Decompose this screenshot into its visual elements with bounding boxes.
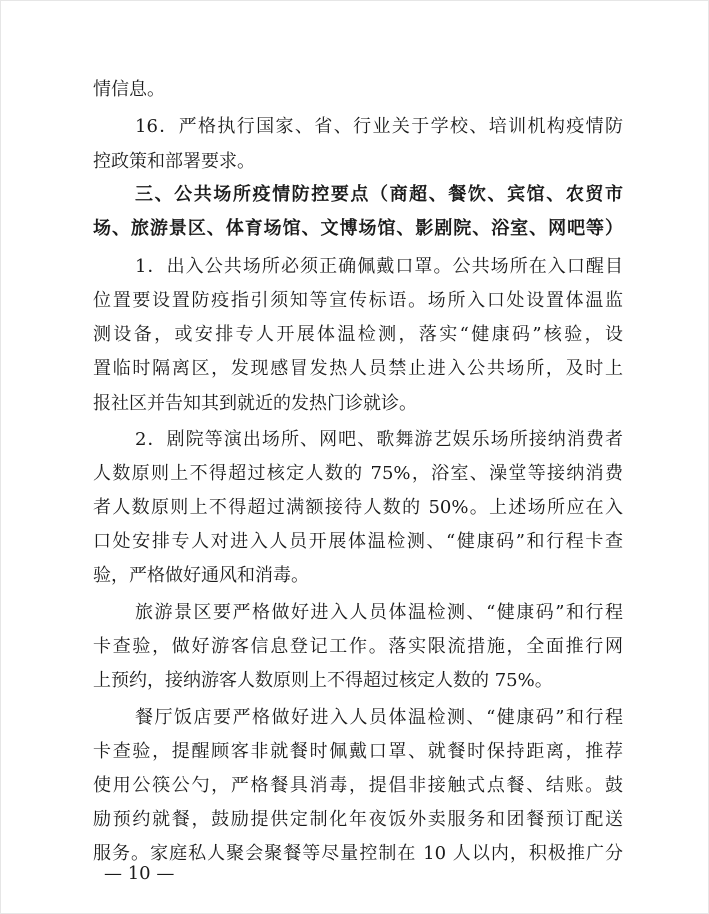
text-line: 卡查验，做好游客信息登记工作。落实限流措施，全面推行网 xyxy=(93,636,623,657)
text-line: 使用公筷公勺，严格餐具消毒，提倡非接触式点餐、结账。鼓 xyxy=(93,775,623,796)
text-line: 情信息。 xyxy=(93,79,165,100)
section-heading: 场、旅游景区、体育场馆、文博场馆、影剧院、浴室、网吧等） xyxy=(93,218,623,239)
text-line: 16．严格执行国家、省、行业关于学校、培训机构疫情防 xyxy=(135,116,623,137)
text-line: 餐厅饭店要严格做好进入人员体温检测、“健康码”和行程 xyxy=(135,707,623,728)
text-line: 者人数原则上不得超过满额接待人数的 50%。上述场所应在入 xyxy=(93,497,623,518)
text-line: 旅游景区要严格做好进入人员体温检测、“健康码”和行程 xyxy=(135,602,623,623)
page-number: — 10 — xyxy=(104,863,175,884)
text-line: 报社区并告知其到就近的发热门诊就诊。 xyxy=(93,393,417,414)
text-line: 测设备，或安排专人开展体温检测，落实“健康码”核验，设 xyxy=(93,324,623,345)
text-line: 服务。家庭私人聚会聚餐等尽量控制在 10 人以内，积极推广分 xyxy=(93,843,623,864)
text-line: 人数原则上不得超过核定人数的 75%，浴室、澡堂等接纳消费 xyxy=(93,463,623,484)
text-line: 上预约，接纳游客人数原则上不得超过核定人数的 75%。 xyxy=(93,670,553,691)
text-line: 位置要设置防疫指引须知等宣传标语。场所入口处设置体温监 xyxy=(93,290,623,311)
text-line: 口处安排专人对进入人员开展体温检测、“健康码”和行程卡查 xyxy=(93,531,623,552)
section-heading: 三、公共场所疫情防控要点（商超、餐饮、宾馆、农贸市 xyxy=(135,184,623,205)
text-line: 验，严格做好通风和消毒。 xyxy=(93,565,309,586)
text-line: 控政策和部署要求。 xyxy=(93,151,255,172)
text-line: 卡查验，提醒顾客非就餐时佩戴口罩、就餐时保持距离，推荐 xyxy=(93,741,623,762)
text-line: 励预约就餐，鼓励提供定制化年夜饭外卖服务和团餐预订配送 xyxy=(93,809,623,830)
text-line: 2．剧院等演出场所、网吧、歌舞游艺娱乐场所接纳消费者 xyxy=(135,429,623,450)
text-line: 置临时隔离区，发现感冒发热人员禁止进入公共场所，及时上 xyxy=(93,358,623,379)
text-line: 1．出入公共场所必须正确佩戴口罩。公共场所在入口醒目 xyxy=(135,256,623,277)
